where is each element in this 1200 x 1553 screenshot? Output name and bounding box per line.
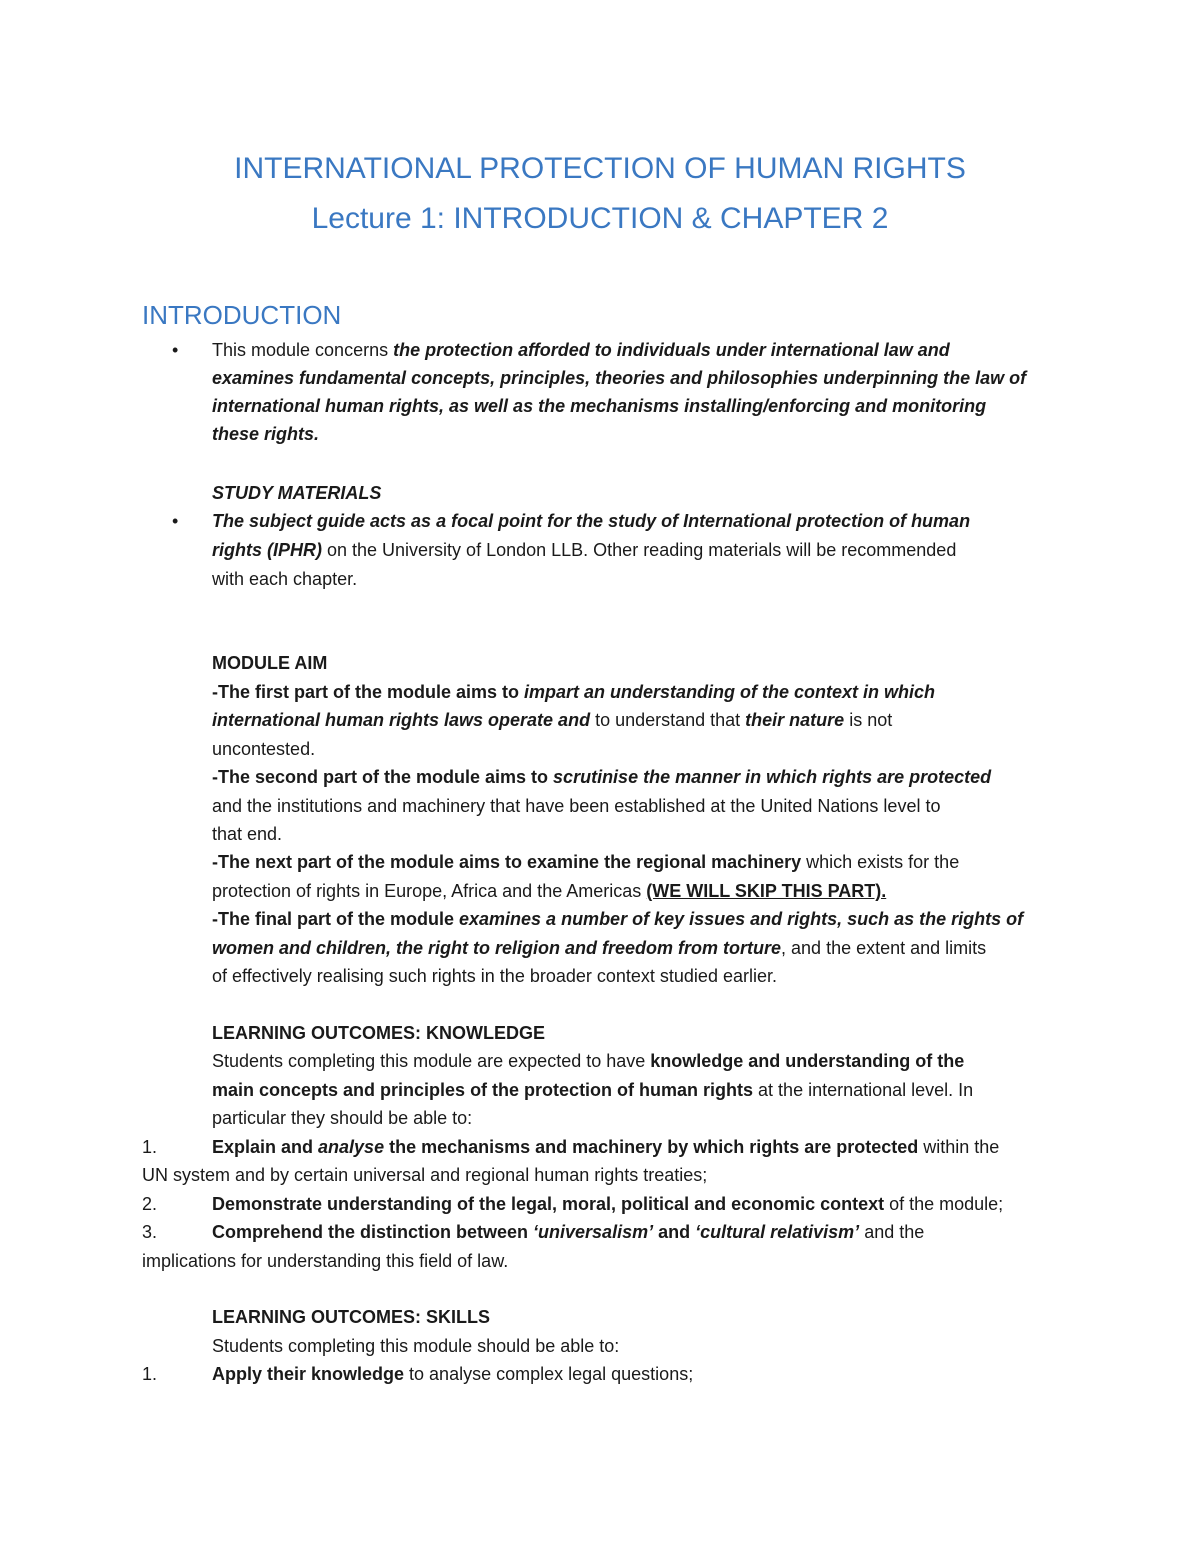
study-materials-line: rights (IPHR) on the University of London LLB. Other reading materials will be recommended [212, 540, 957, 560]
module-aim-line: protection of rights in Europe, Africa and the Americas (WE WILL SKIP THIS PART). [212, 881, 887, 901]
module-aim-line: that end. [212, 824, 283, 844]
study-materials-heading: STUDY MATERIALS [212, 483, 382, 503]
list-number: 1. [142, 1137, 158, 1157]
lo-knowledge-heading: LEARNING OUTCOMES: KNOWLEDGE [212, 1023, 545, 1043]
lo-skills-item: Apply their knowledge to analyse complex legal questions; [212, 1364, 694, 1384]
lo-knowledge-item: Demonstrate understanding of the legal, moral, political and economic context of the module; [212, 1194, 1004, 1214]
module-aim-line: -The second part of the module aims to scrutinise the manner in which rights are protected [212, 767, 992, 787]
module-aim-line: uncontested. [212, 739, 316, 759]
intro-paragraph-line: examines fundamental concepts, principles, theories and philosophies underpinning the law of [212, 368, 1027, 388]
list-number: 1. [142, 1364, 158, 1384]
lo-knowledge-item: UN system and by certain universal and regional human rights treaties; [142, 1165, 708, 1185]
lo-knowledge-item: Explain and analyse the mechanisms and machinery by which rights are protected within the [212, 1137, 1000, 1157]
module-aim-heading: MODULE AIM [212, 653, 328, 673]
module-aim-line: women and children, the right to religion and freedom from torture, and the extent and limits [212, 938, 987, 958]
module-aim-line: and the institutions and machinery that have been established at the United Nations level to [212, 796, 941, 816]
intro-paragraph-line: international human rights, as well as the mechanisms installing/enforcing and monitoring [212, 396, 987, 416]
study-materials-line: The subject guide acts as a focal point for the study of International protection of human [212, 511, 971, 531]
lo-skills-heading: LEARNING OUTCOMES: SKILLS [212, 1307, 490, 1327]
intro-paragraph-line: these rights. [212, 424, 320, 444]
module-aim-line: -The first part of the module aims to impart an understanding of the context in which [212, 682, 936, 702]
bullet-marker: • [172, 340, 179, 360]
document-subtitle: Lecture 1: INTRODUCTION & CHAPTER 2 [311, 202, 889, 235]
lo-knowledge-intro-line: main concepts and principles of the protection of human rights at the international level. In [212, 1080, 974, 1100]
module-aim-line: of effectively realising such rights in the broader context studied earlier. [212, 966, 777, 986]
module-aim-line: -The final part of the module examines a number of key issues and rights, such as the rights of [212, 909, 1024, 929]
study-materials-line: with each chapter. [212, 569, 358, 589]
section-heading-introduction: INTRODUCTION [142, 300, 342, 330]
intro-paragraph-line: This module concerns the protection afforded to individuals under international law and [212, 340, 950, 360]
module-aim-line: international human rights laws operate and to understand that their nature is not [212, 710, 893, 730]
list-number: 3. [142, 1222, 158, 1242]
list-number: 2. [142, 1194, 158, 1214]
lo-knowledge-item: implications for understanding this field of law. [142, 1251, 509, 1271]
lo-skills-intro: Students completing this module should be able to: [212, 1336, 620, 1356]
lo-knowledge-intro-line: Students completing this module are expected to have knowledge and understanding of the [212, 1051, 965, 1071]
document-title: INTERNATIONAL PROTECTION OF HUMAN RIGHTS [234, 152, 966, 185]
lo-knowledge-item: Comprehend the distinction between ‘universalism’ and ‘cultural relativism’ and the [212, 1222, 925, 1242]
bullet-marker: • [172, 511, 179, 531]
lo-knowledge-intro-line: particular they should be able to: [212, 1108, 473, 1128]
module-aim-line: -The next part of the module aims to examine the regional machinery which exists for the [212, 852, 960, 872]
